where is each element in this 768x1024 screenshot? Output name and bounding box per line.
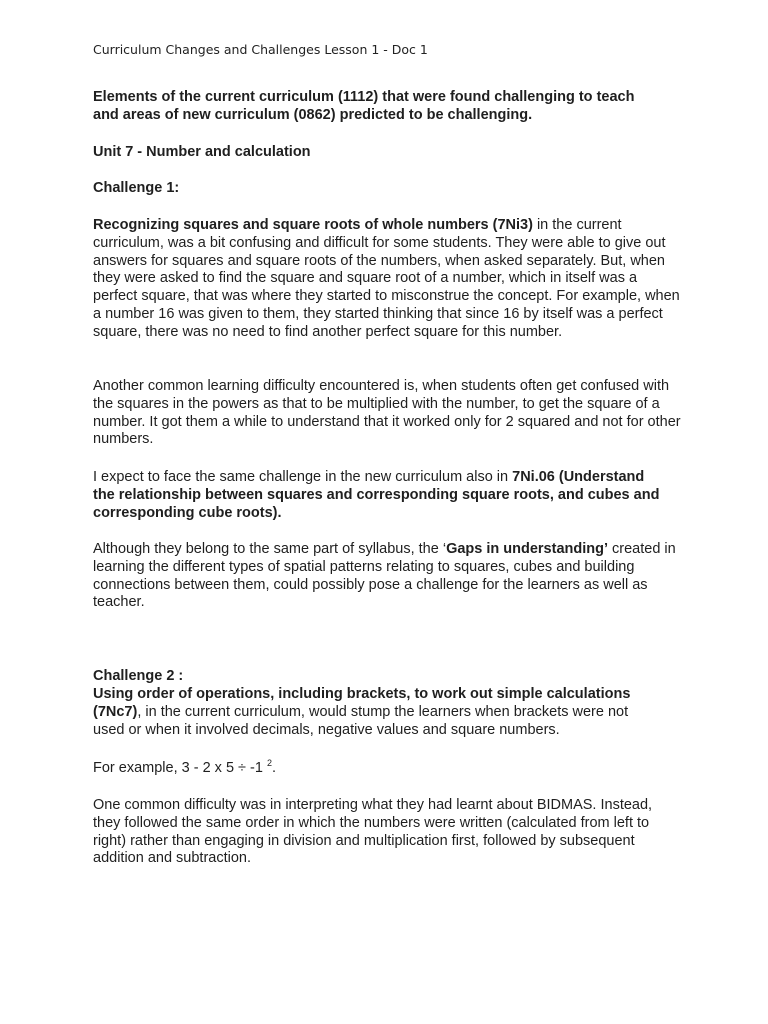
page-header: Curriculum Changes and Challenges Lesson 1 - Doc 1 xyxy=(93,42,428,57)
objective-7ni3: Recognizing squares and square roots of whole numbers (7Ni3) xyxy=(93,217,533,233)
paragraph-text: I expect to face the same challenge in the new curriculum also in xyxy=(93,469,513,485)
objective-7ni06: 7Ni.06 (Understand the relationship between squares and corresponding square roots, and cubes and corresponding cube roots). xyxy=(93,469,660,521)
example-expression xyxy=(93,760,683,778)
challenge-2-heading: Challenge 2 : xyxy=(93,668,184,684)
paragraph-text: Although they belong to the same part of syllabus, the ‘ xyxy=(93,541,447,557)
challenge-1-paragraph-2: Another common learning difficulty encountered is, when students often get confused with the squares in the powers as that to be multiplied with the number, to get the square of a number. It got them a while to understand that it worked only for 2 squared and not for other numbers. xyxy=(93,378,681,448)
example-text: For example, 3 - 2 x 5 ÷ -1 xyxy=(93,760,267,776)
challenge-1-heading: Challenge 1: xyxy=(93,180,180,196)
title-line-1: Elements of the current curriculum (1112) that were found challenging to teach xyxy=(93,89,635,105)
paragraph-text: , in the current curriculum, would stump the learners when brackets were not used or when it involved decimals, negative values and square numbers. xyxy=(93,703,629,738)
example-end: . xyxy=(271,760,277,776)
challenge-2-paragraph-2: One common difficulty was in interpreting what they had learnt about BIDMAS. Instead, they followed the same order in which the numbers were written (calculated from left to right) rather than engaging in division and multiplication first, followed by subsequent addition and subtraction. xyxy=(93,797,653,867)
challenge-1-paragraph-3 xyxy=(93,469,668,522)
gaps-in-understanding: Gaps in understanding’ xyxy=(446,541,608,557)
challenge-1-paragraph-4 xyxy=(93,541,683,612)
unit-heading: Unit 7 - Number and calculation xyxy=(93,144,311,160)
challenge-2-paragraph-1 xyxy=(93,686,653,739)
title-line-2: and areas of new curriculum (0862) predicted to be challenging. xyxy=(93,106,533,123)
exponent: 2 xyxy=(266,758,272,769)
paragraph-text: created in learning the different types of spatial patterns relating to squares, cubes and building connections between them, could possibly pose a challenge for the learners as well as teacher. xyxy=(93,541,676,611)
challenge-1-paragraph-1 xyxy=(93,217,683,342)
document-title xyxy=(93,89,683,125)
objective-7nc7: Using order of operations, including brackets, to work out simple calculations (7Nc7) xyxy=(93,686,631,720)
paragraph-text: in the current curriculum, was a bit confusing and difficult for some students. They were able to give out answers for squares and square roots of the numbers, when asked separately. But, when they were asked to find the square and square root of a number, which in itself was a perfect square, that was where they started to misconstrue the concept. For example, when a number 16 was given to them, they started thinking that since 16 by itself was a perfect square, there was no need to find another perfect square for this number. xyxy=(93,217,680,340)
